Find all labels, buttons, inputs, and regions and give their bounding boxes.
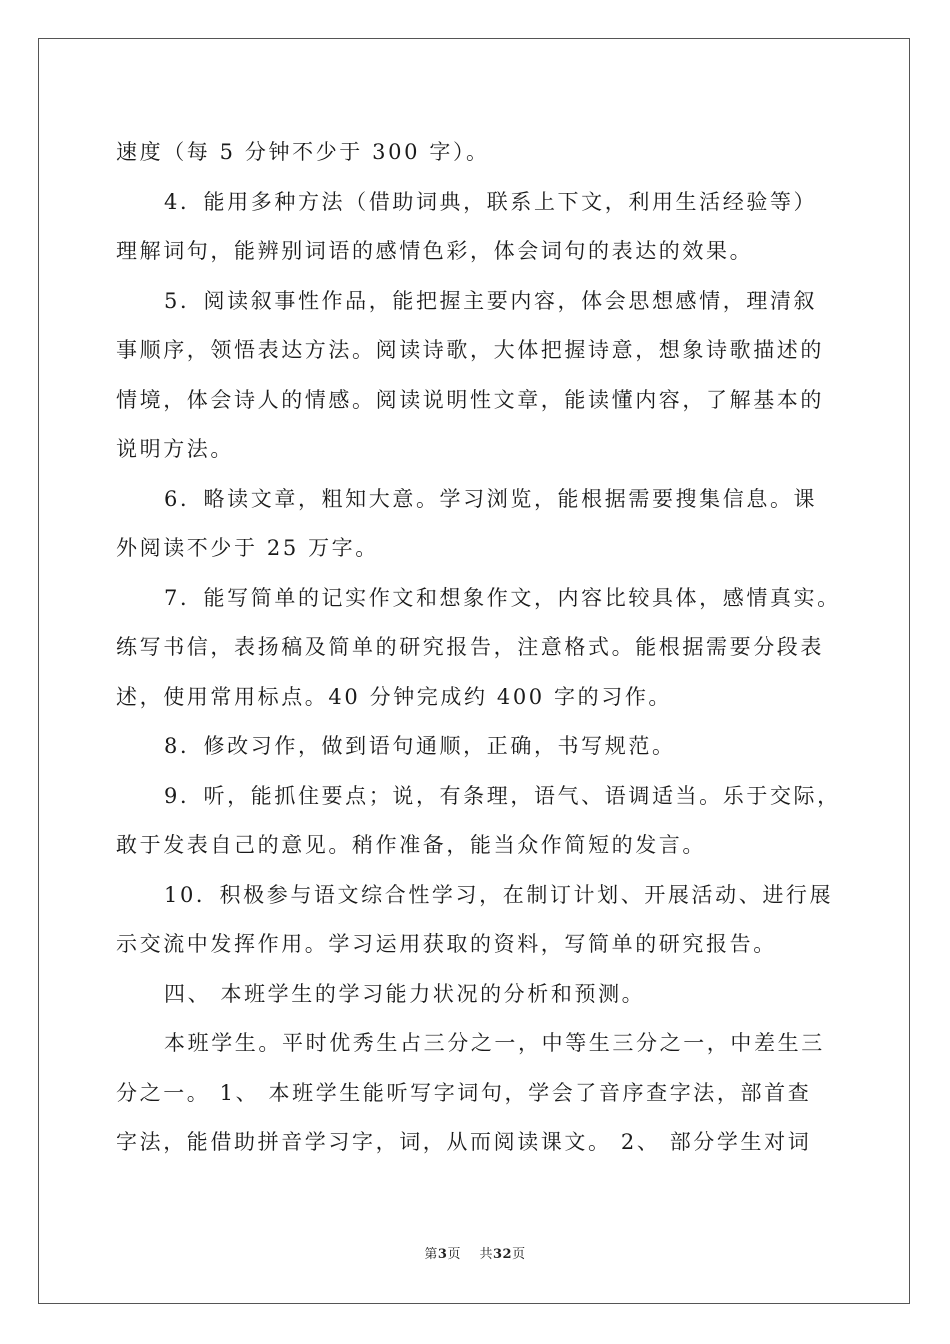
text-line: 敢于发表自己的意见。稍作准备，能当众作简短的发言。: [116, 833, 706, 857]
text-line: 4．能用多种方法（借助词典，联系上下文，利用生活经验等）: [164, 189, 818, 214]
text-line: 示交流中发挥作用。学习运用获取的资料，写简单的研究报告。: [116, 932, 777, 956]
document-body: [116, 128, 841, 1168]
text-line: 事顺序，领悟表达方法。阅读诗歌，大体把握诗意，想象诗歌描述的: [116, 338, 824, 362]
text-line: 述，使用常用标点。40 分钟完成约 400 字的习作。: [116, 684, 673, 709]
text-line: 8．修改习作，做到语句通顺，正确，书写规范。: [164, 734, 676, 758]
text-line: 说明方法。: [116, 437, 234, 461]
text-line: 外阅读不少于 25 万字。: [116, 536, 379, 560]
total-suffix: 页: [512, 1247, 526, 1262]
text-line: 6．略读文章，粗知大意。学习浏览，能根据需要搜集信息。课: [164, 486, 818, 511]
text-line: 分之一。 1、 本班学生能听写字词句，学会了音序查字法，部首查: [116, 1080, 812, 1105]
text-line: 5．阅读叙事性作品，能把握主要内容，体会思想感情，理清叙: [164, 288, 818, 313]
section-heading: 四、 本班学生的学习能力状况的分析和预测。: [164, 981, 646, 1006]
text-line: 字法，能借助拼音学习字，词，从而阅读课文。 2、 部分学生对词: [116, 1130, 812, 1154]
text-line: 练写书信，表扬稿及简单的研究报告，注意格式。能根据需要分段表: [116, 635, 824, 659]
text-line: 速度（每 5 分钟不少于 300 字）。: [116, 140, 490, 164]
page-number: 3: [437, 1247, 448, 1262]
page-prefix: 第: [424, 1247, 438, 1262]
text-line: 本班学生。平时优秀生占三分之一，中等生三分之一，中差生三: [164, 1031, 825, 1055]
page-suffix: 页: [447, 1247, 461, 1262]
text-line: 7．能写简单的记实作文和想象作文，内容比较具体，感情真实。: [164, 585, 841, 610]
text-line: 10．积极参与语文综合性学习，在制订计划、开展活动、进行展: [164, 882, 834, 907]
text-line: 情境，体会诗人的情感。阅读说明性文章，能读懂内容，了解基本的: [116, 387, 824, 412]
total-prefix: 共: [479, 1247, 493, 1262]
page-footer: [0, 1243, 950, 1262]
total-pages: 32: [493, 1247, 513, 1262]
text-line: 理解词句，能辨别词语的感情色彩，体会词句的表达的效果。: [116, 239, 754, 263]
text-line: 9．听，能抓住要点；说，有条理，语气、语调适当。乐于交际，: [164, 783, 841, 808]
